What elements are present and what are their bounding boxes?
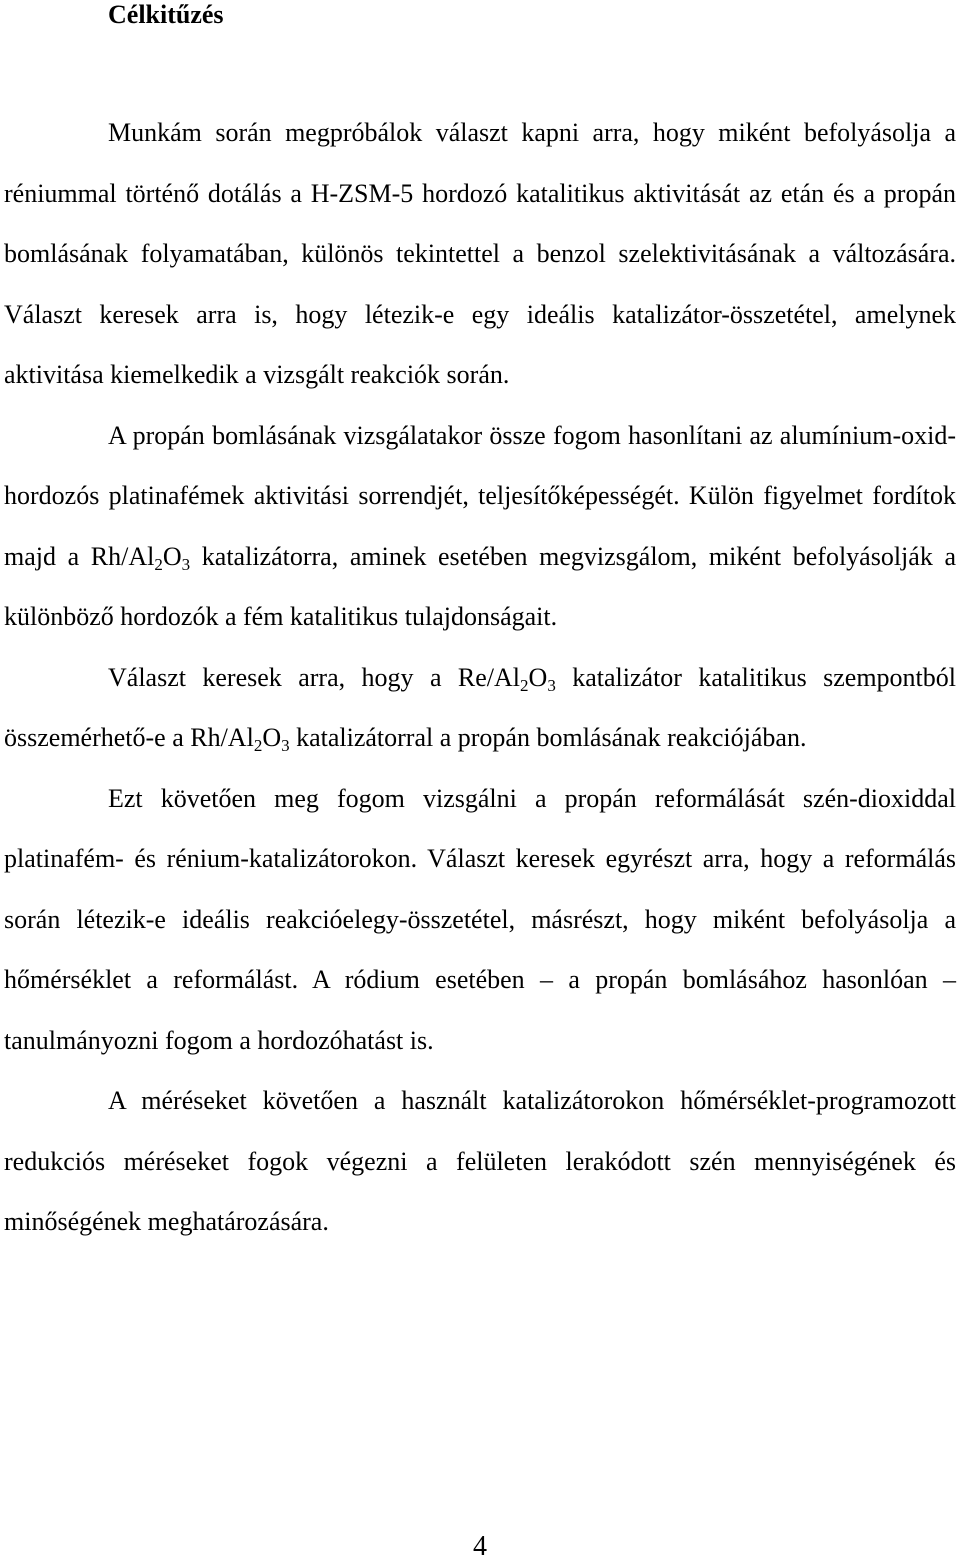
text-run: katalizátor katalitikus szempontból összemérhető-e a Rh/Al <box>4 662 956 752</box>
text-run: O <box>262 723 282 752</box>
text-run: Ezt követően meg fogom vizsgálni a propán reformálását szén-dioxiddal platinafém- és rénium-katalizátorokon. Választ keresek egyrészt arra, hogy a reformálás során létezik-e ideális reakcióelegy-összetétel, másrészt, hogy miként befolyásolja a hőmérséklet a reformálást. A ródium esetében – a propán bomlásához hasonlóan – tanulmányozni fogom a hordozóhatást is. <box>4 783 956 1055</box>
text-run: O <box>162 541 182 571</box>
subscript: 2 <box>520 675 529 695</box>
paragraph <box>4 769 956 1072</box>
page-number: 4 <box>473 1531 487 1562</box>
subscript: 3 <box>181 554 191 574</box>
subscript: 3 <box>547 675 556 695</box>
subscript: 2 <box>253 736 263 755</box>
paragraph <box>4 1071 956 1253</box>
text-run: O <box>528 662 548 692</box>
text-run: Munkám során megpróbálok választ kapni arra, hogy miként befolyásolja a réniummal történő dotálás a H-ZSM-5 hordozó katalitikus aktivitását az etán és a propán bomlásának folyamatában, különös tekintettel a benzol szelektivitásának a változására. Választ keresek arra is, hogy létezik-e egy ideális katalizátor-összetétel, amelynek aktivitása kiemelkedik a vizsgált reakciók során. <box>4 118 956 389</box>
text-run: A méréseket követően a használt katalizátorokon hőmérséklet-programozott redukciós méréseket fogok végezni a felületen lerakódott szén mennyiségének és minőségének meghatározására. <box>4 1086 956 1236</box>
paragraph <box>4 103 956 406</box>
text-run: Választ keresek arra, hogy a Re/Al <box>108 662 521 692</box>
paragraph <box>4 406 956 648</box>
section-heading: Célkitűzés <box>108 0 224 29</box>
subscript: 3 <box>281 736 290 755</box>
text-run: katalizátorra, aminek esetében megvizsgálom, miként befolyásolják a különböző hordozók a fém katalitikus tulajdonságait. <box>4 541 956 631</box>
body-text <box>4 103 956 1253</box>
subscript: 2 <box>154 554 163 574</box>
text-run: A propán bomlásának vizsgálatakor össze fogom hasonlítani az alumínium-oxid-hordozós platinafémek aktivitási sorrendjét, teljesítőképességét. Külön figyelmet fordítok majd a Rh/Al <box>4 420 956 571</box>
text-run: katalizátorral a propán bomlásának reakciójában. <box>289 723 807 752</box>
paragraph <box>4 648 956 769</box>
